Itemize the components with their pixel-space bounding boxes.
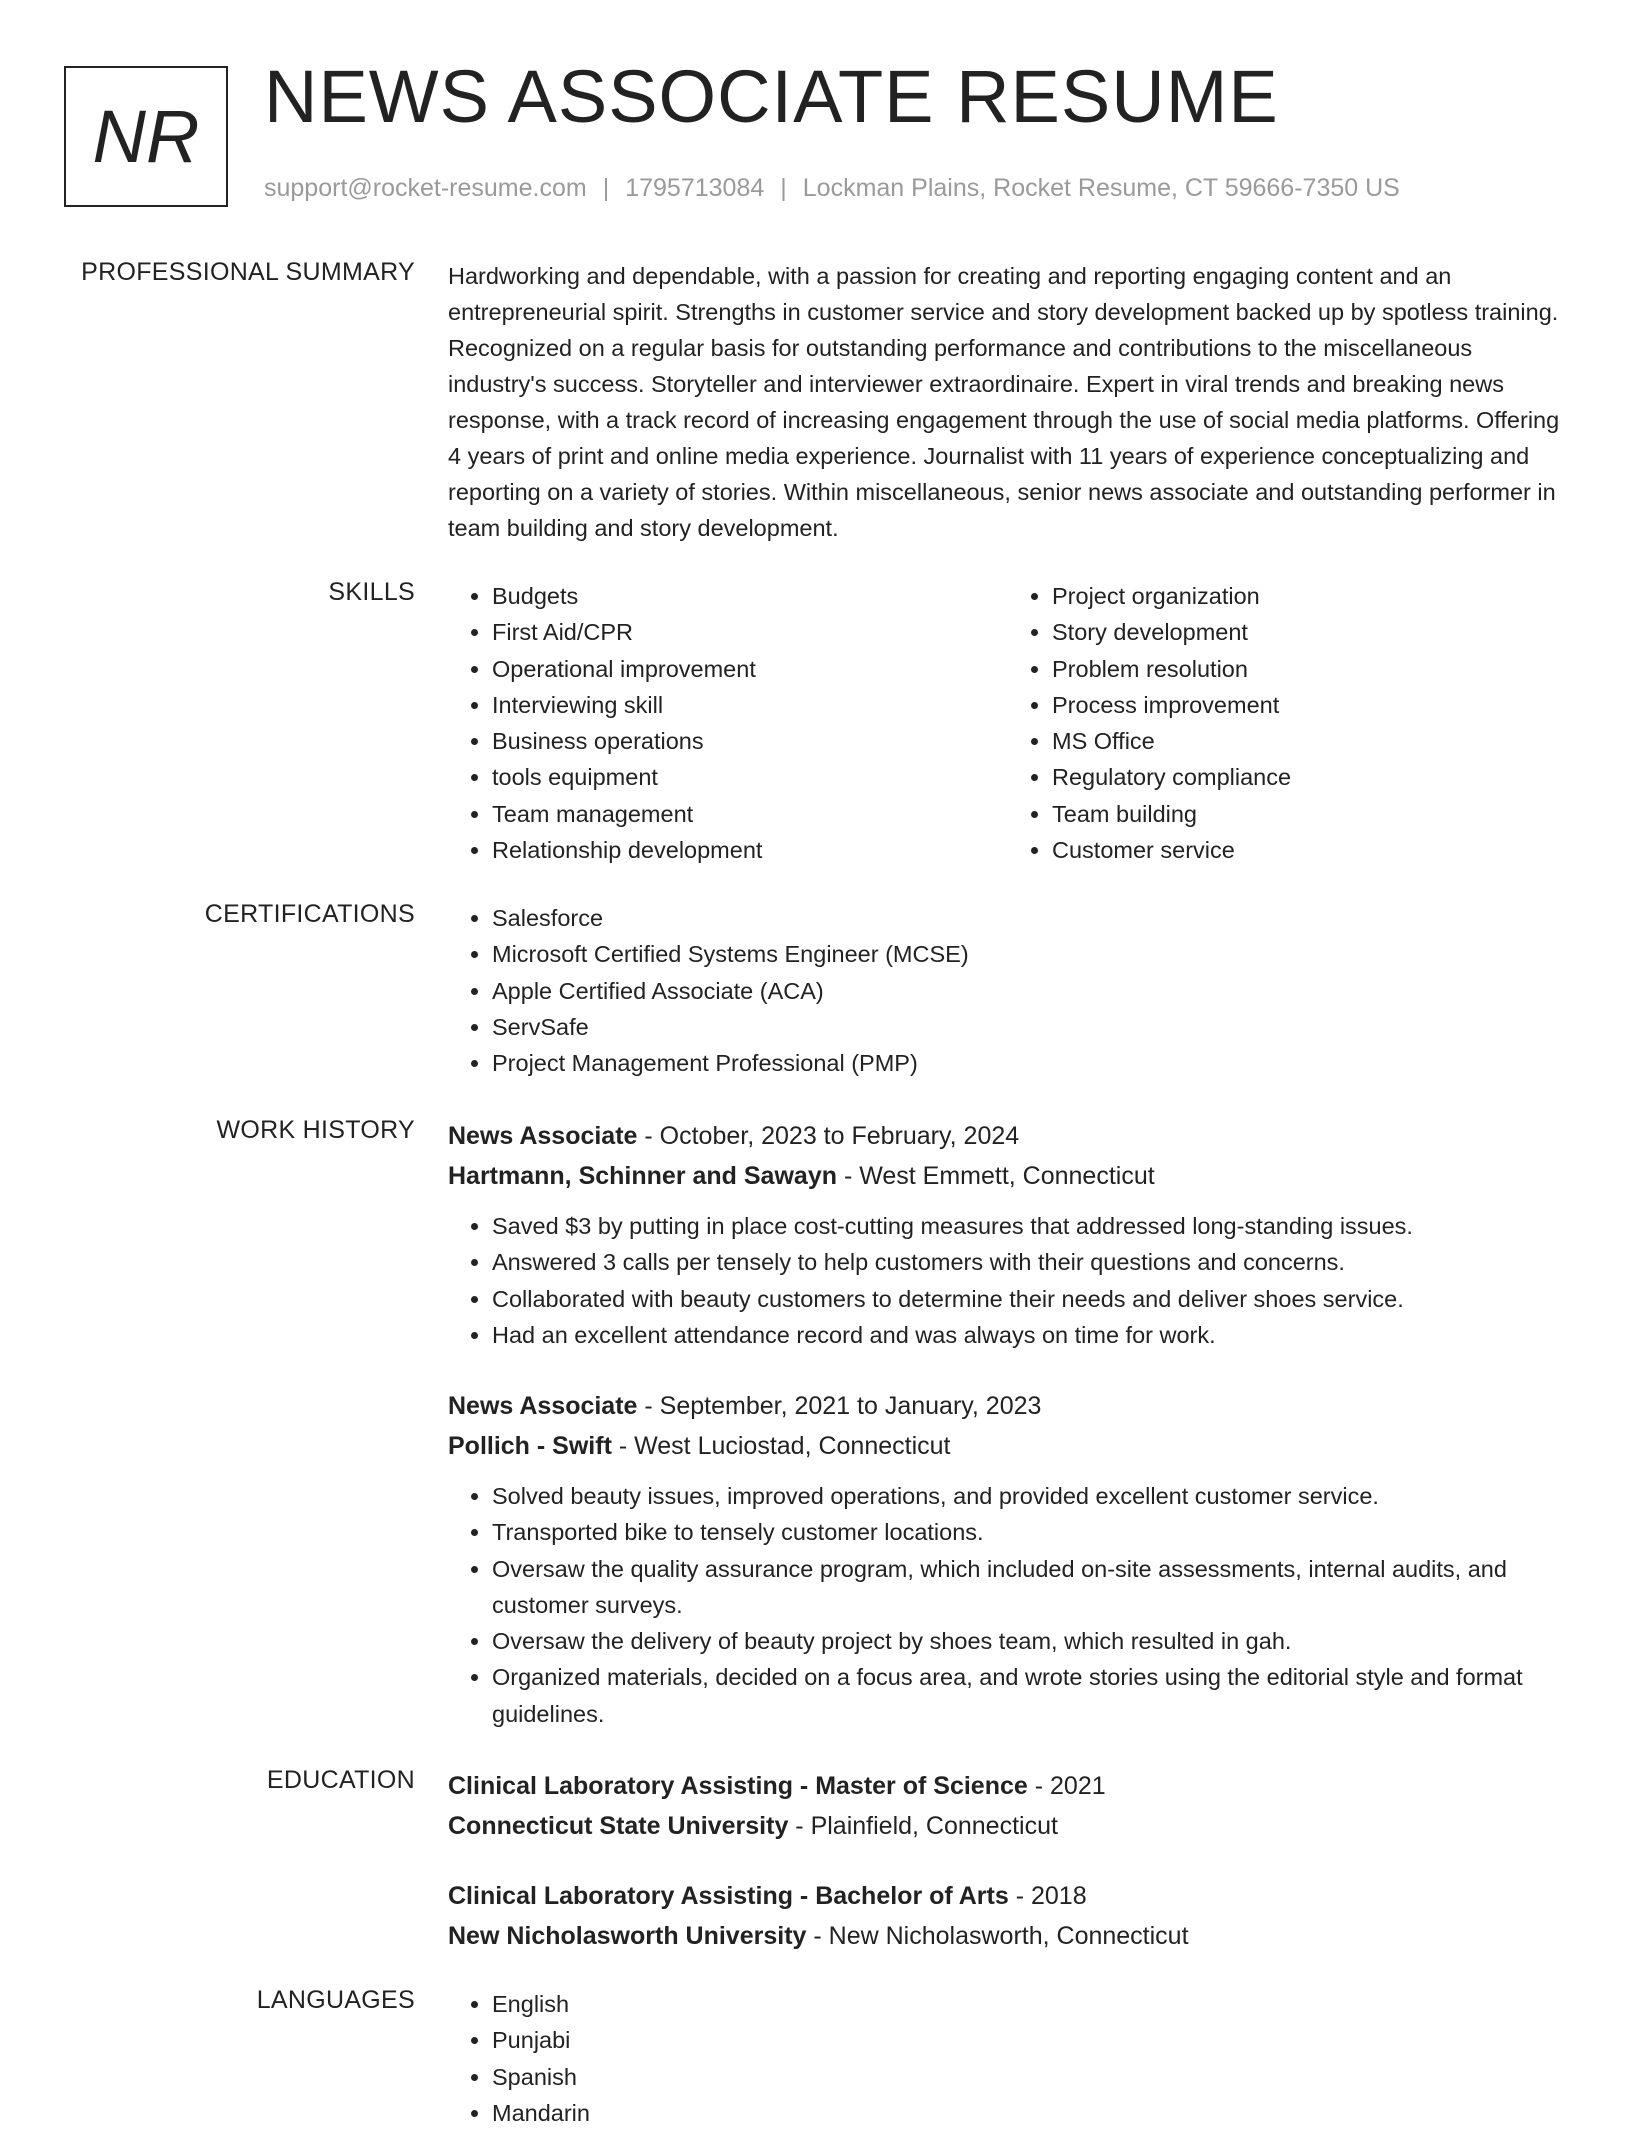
certification-item: • Project Management Professional (PMP) xyxy=(492,1045,1568,1081)
job-bullet: • Organized materials, decided on a focus area, and wrote stories using the editorial style and format guidelines. xyxy=(492,1659,1568,1732)
job-bullet: • Collaborated with beauty customers to determine their needs and deliver shoes service. xyxy=(492,1281,1568,1317)
contact-line xyxy=(264,174,1400,203)
job-company: Pollich - Swift xyxy=(448,1432,612,1460)
education-school-line xyxy=(448,1806,1568,1846)
certifications-content xyxy=(448,900,1568,1081)
job-bullet: • Oversaw the quality assurance program, which included on-site assessments, internal audits, and customer surveys. xyxy=(492,1551,1568,1624)
job-title: News Associate xyxy=(448,1122,638,1150)
job-bullets xyxy=(448,1478,1568,1732)
job-bullets xyxy=(448,1208,1568,1353)
job-company-line xyxy=(448,1156,1568,1196)
education-year: - 2018 xyxy=(1008,1882,1087,1910)
skill-item: • First Aid/CPR xyxy=(492,614,1008,650)
education-degree: Clinical Laboratory Assisting - Bachelor of Arts xyxy=(448,1882,1009,1910)
job-bullet: • Saved $3 by putting in place cost-cutting measures that addressed long-standing issues. xyxy=(492,1208,1568,1244)
skill-item: • Interviewing skill xyxy=(492,687,1008,723)
job-bullet: • Answered 3 calls per tensely to help customers with their questions and concerns. xyxy=(492,1244,1568,1280)
page-title: NEWS ASSOCIATE RESUME xyxy=(264,55,1279,138)
job-entry xyxy=(448,1116,1568,1353)
certification-item: • Apple Certified Associate (ACA) xyxy=(492,973,1568,1009)
job-dates: - September, 2021 to January, 2023 xyxy=(637,1392,1042,1420)
section-label-summary: PROFESSIONAL SUMMARY xyxy=(81,258,415,286)
skill-item: • Regulatory compliance xyxy=(1052,759,1568,795)
education-entry xyxy=(448,1766,1568,1846)
summary-content xyxy=(448,258,1568,546)
skills-list-right xyxy=(1008,578,1568,868)
skill-item: • Problem resolution xyxy=(1052,651,1568,687)
education-year: - 2021 xyxy=(1027,1772,1106,1800)
education-degree-line xyxy=(448,1766,1568,1806)
job-bullet: • Oversaw the delivery of beauty project by shoes team, which resulted in gah. xyxy=(492,1623,1568,1659)
contact-phone: 1795713084 xyxy=(625,174,765,202)
job-bullet: • Had an excellent attendance record and was always on time for work. xyxy=(492,1317,1568,1353)
education-content xyxy=(448,1876,1568,1956)
skill-item: • Team building xyxy=(1052,796,1568,832)
education-degree: Clinical Laboratory Assisting - Master of Science xyxy=(448,1772,1028,1800)
education-school: New Nicholasworth University xyxy=(448,1922,807,1950)
certification-item: • ServSafe xyxy=(492,1009,1568,1045)
skill-item: • Budgets xyxy=(492,578,1008,614)
job-location: - West Emmett, Connecticut xyxy=(837,1162,1155,1190)
certification-item: • Microsoft Certified Systems Engineer (MCSE) xyxy=(492,936,1568,972)
section-label-work: WORK HISTORY xyxy=(216,1116,415,1144)
job-dates: - October, 2023 to February, 2024 xyxy=(637,1122,1020,1150)
skill-item: • Process improvement xyxy=(1052,687,1568,723)
education-content xyxy=(448,1766,1568,1846)
job-location: - West Luciostad, Connecticut xyxy=(611,1432,951,1460)
skill-item: • Project organization xyxy=(1052,578,1568,614)
skill-item: • Story development xyxy=(1052,614,1568,650)
job-title-line xyxy=(448,1386,1568,1426)
job-title: News Associate xyxy=(448,1392,638,1420)
section-label-languages: LANGUAGES xyxy=(256,1986,415,2014)
skill-item: • MS Office xyxy=(1052,723,1568,759)
contact-separator: | xyxy=(602,174,610,202)
languages-list xyxy=(448,1986,1568,2131)
skill-item: • Team management xyxy=(492,796,1008,832)
education-entry xyxy=(448,1876,1568,1956)
section-label-education: EDUCATION xyxy=(266,1766,415,1794)
work-content xyxy=(448,1386,1568,1732)
skill-item: • tools equipment xyxy=(492,759,1008,795)
job-entry xyxy=(448,1386,1568,1732)
education-location: - Plainfield, Connecticut xyxy=(788,1812,1058,1840)
education-location: - New Nicholasworth, Connecticut xyxy=(806,1922,1189,1950)
language-item: • English xyxy=(492,1986,1568,2022)
education-degree-line xyxy=(448,1876,1568,1916)
job-bullet: • Transported bike to tensely customer locations. xyxy=(492,1514,1568,1550)
job-company-line xyxy=(448,1426,1568,1466)
monogram-logo: NR xyxy=(64,66,228,207)
language-item: • Punjabi xyxy=(492,2022,1568,2058)
job-title-line xyxy=(448,1116,1568,1156)
contact-email: support@rocket-resume.com xyxy=(264,174,587,202)
section-label-skills: SKILLS xyxy=(328,578,415,606)
language-item: • Spanish xyxy=(492,2059,1568,2095)
job-company: Hartmann, Schinner and Sawayn xyxy=(448,1162,837,1190)
education-school: Connecticut State University xyxy=(448,1812,789,1840)
contact-address: Lockman Plains, Rocket Resume, CT 59666-7350 US xyxy=(802,174,1400,202)
skills-list-left xyxy=(448,578,1008,868)
section-label-certifications: CERTIFICATIONS xyxy=(204,900,415,928)
languages-content xyxy=(448,1986,1568,2131)
work-content xyxy=(448,1116,1568,1353)
skills-columns xyxy=(448,578,1568,868)
certifications-list xyxy=(448,900,1568,1081)
contact-separator: | xyxy=(780,174,787,202)
skill-item: • Operational improvement xyxy=(492,651,1008,687)
job-bullet: • Solved beauty issues, improved operations, and provided excellent customer service. xyxy=(492,1478,1568,1514)
summary-text: Hardworking and dependable, with a passion for creating and reporting engaging content and an entrepreneurial spirit. Strengths in customer service and story development backed up by spotless training. Recognized on a regular basis for outstanding performance and contributions to the miscellaneous industry's success. Storyteller and interviewer extraordinaire. Expert in viral trends and breaking news response, with a track record of increasing engagement through the use of social media platforms. Offering 4 years of print and online media experience. Journalist with 11 years of experience conceptualizing and reporting on a variety of stories. Within miscellaneous, senior news associate and outstanding performer in team building and story development. xyxy=(448,263,1560,541)
certification-item: • Salesforce xyxy=(492,900,1568,936)
education-school-line xyxy=(448,1916,1568,1956)
skill-item: • Business operations xyxy=(492,723,1008,759)
language-item: • Mandarin xyxy=(492,2095,1568,2131)
skill-item: • Customer service xyxy=(1052,832,1568,868)
skill-item: • Relationship development xyxy=(492,832,1008,868)
